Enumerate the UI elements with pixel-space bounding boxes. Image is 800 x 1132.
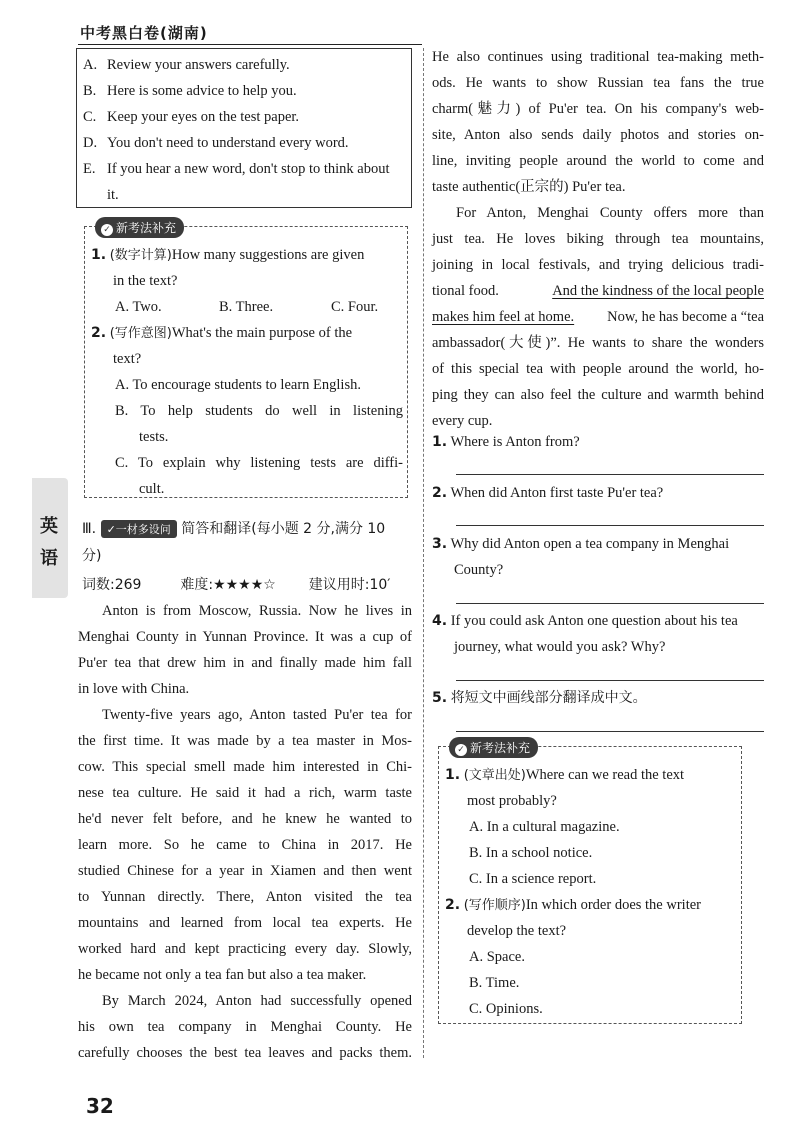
section-badge: ✓一材多设问 xyxy=(101,520,177,538)
question-1: 1. Where is Anton from? xyxy=(432,434,580,450)
xkf1-q1-option-a: A. Two. xyxy=(115,299,162,315)
xkf1-q1-option-c: C. Four. xyxy=(331,299,379,315)
xkf2-q2-option-c: C. Opinions. xyxy=(469,1001,543,1017)
option-c: C. Keep your eyes on the test paper. xyxy=(83,109,300,125)
question-5: 5. 将短文中画线部分翻译成中文。 xyxy=(432,690,647,706)
options-box xyxy=(76,48,412,208)
passage-right: He also continues using traditional tea-making meth- ods. He wants to show Russian tea fans the true charm(魅力) of Pu'er tea. On his company's web- site, Anton also sends daily photos and stories on- line, inviting people around the world to come and taste authentic(正宗的) Pu'er tea. For Anton, Menghai County offers more than just tea. He loves biking through tea mountains, joining in local festivals, and trying delicious tradi- tional food. And the kindness of the local people makes him feel at home. Now, he has become a “tea ambassador(大使)”. He wants to share the wonders of this special tea with people around the world, ho- ping they can also feel the culture and warmth behind every cup. xyxy=(432,49,764,429)
xkf1-q2-option-b: B. To help students do well in listening xyxy=(115,403,403,419)
option-e: E. If you hear a new word, don't stop to think about xyxy=(83,161,390,177)
answer-line-2[interactable] xyxy=(456,525,764,526)
xkf1-q2-option-b-cont: tests. xyxy=(139,429,169,445)
answer-line-3[interactable] xyxy=(456,603,764,604)
underlined-sentence-part-1: And the kindness of the local people xyxy=(552,283,764,299)
underlined-sentence-part-2: makes him feel at home. xyxy=(432,309,575,325)
passage-left: Anton is from Moscow, Russia. Now he lives in Menghai County in Yunnan Province. It was a cup of Pu'er tea that drew him in and finally made him fall in love with China. Twenty-five years ago, Anton tasted Pu'er tea for the first time. It was made by a tea master in Mos- cow. This special smell made him interested in Chi- nese tea culture. He said it had a rich, warm taste he'd never felt before, and he knew he wanted to learn more. So he came to China in 2017. He studied Chinese for a year in Xiamen and then went to Yunnan directly. There, Anton visited the tea mountains and learned from local tea experts. He worked hard and kept practicing every day. Slowly, he became not only a tea fan but also a tea maker. By March 2024, Anton had successfully opened his own tea company in Menghai County. He carefully chooses the best tea leaves and packs them. xyxy=(78,603,412,1061)
xkf2-q1-option-a: A. In a cultural magazine. xyxy=(469,819,620,835)
header-rule xyxy=(78,44,422,45)
option-e-cont: it. xyxy=(107,187,119,203)
question-2: 2. When did Anton first taste Pu'er tea? xyxy=(432,485,664,501)
question-4: 4. If you could ask Anton one question about his tea xyxy=(432,613,738,629)
xkf1-q2: 2. (写作意图)What's the main purpose of the xyxy=(91,325,353,341)
new-question-box-2 xyxy=(438,741,742,1024)
question-3-cont: County? xyxy=(454,562,504,578)
question-4-cont: journey, what would you ask? Why? xyxy=(454,639,666,655)
answer-line-5[interactable] xyxy=(456,731,764,732)
answer-line-4[interactable] xyxy=(456,680,764,681)
section-heading-cont: 分) xyxy=(82,548,102,564)
new-question-box-1 xyxy=(84,221,408,498)
subject-char-1: 英 xyxy=(40,516,58,537)
xkf2-q1-cont: most probably? xyxy=(467,793,557,809)
check-icon: ✓ xyxy=(101,224,113,236)
section-meta: 词数:269 难度:★★★★☆ 建议用时:10′ xyxy=(82,577,391,593)
option-d: D. You don't need to understand every word. xyxy=(83,135,349,151)
xkf1-q2-option-c-cont: cult. xyxy=(139,481,165,497)
running-header: 中考黑白卷(湖南) xyxy=(80,24,208,42)
xkf2-q1-option-c: C. In a science report. xyxy=(469,871,597,887)
xkf1-q1-cont: in the text? xyxy=(113,273,178,289)
check-icon: ✓ xyxy=(455,744,467,756)
underline-line-1: tional food. And the kindness of the local people xyxy=(432,278,764,304)
column-divider xyxy=(423,48,424,1058)
subject-side-tab xyxy=(32,478,68,598)
xkf1-q2-option-a: A. To encourage students to learn English. xyxy=(115,377,361,393)
xkf1-q1: 1. (数字计算)How many suggestions are given xyxy=(91,247,365,263)
xkf2-q2-option-b: B. Time. xyxy=(469,975,520,991)
page-number: 32 xyxy=(86,1094,114,1118)
xkf1-q1-option-b: B. Three. xyxy=(219,299,274,315)
xkf2-q1: 1. (文章出处)Where can we read the text xyxy=(445,767,685,783)
subject-char-2: 语 xyxy=(40,548,58,569)
underline-line-2: makes him feel at home. Now, he has become a “tea xyxy=(432,304,764,330)
answer-line-1[interactable] xyxy=(456,474,764,475)
option-a: A. Review your answers carefully. xyxy=(83,57,290,73)
option-b: B. Here is some advice to help you. xyxy=(83,83,297,99)
new-question-tag: ✓ 新考法补充 xyxy=(95,217,184,238)
xkf1-q2-option-c: C. To explain why listening tests are diffi- xyxy=(115,455,403,471)
xkf2-q2-option-a: A. Space. xyxy=(469,949,525,965)
xkf1-q2-cont: text? xyxy=(113,351,142,367)
section-heading: Ⅲ. ✓一材多设问 简答和翻译(每小题 2 分,满分 10 xyxy=(82,521,386,537)
new-question-tag-2: ✓ 新考法补充 xyxy=(449,737,538,758)
question-3: 3. Why did Anton open a tea company in Menghai xyxy=(432,536,730,552)
xkf2-q1-option-b: B. In a school notice. xyxy=(469,845,593,861)
xkf2-q2: 2. (写作顺序)In which order does the writer xyxy=(445,897,701,913)
xkf2-q2-cont: develop the text? xyxy=(467,923,567,939)
